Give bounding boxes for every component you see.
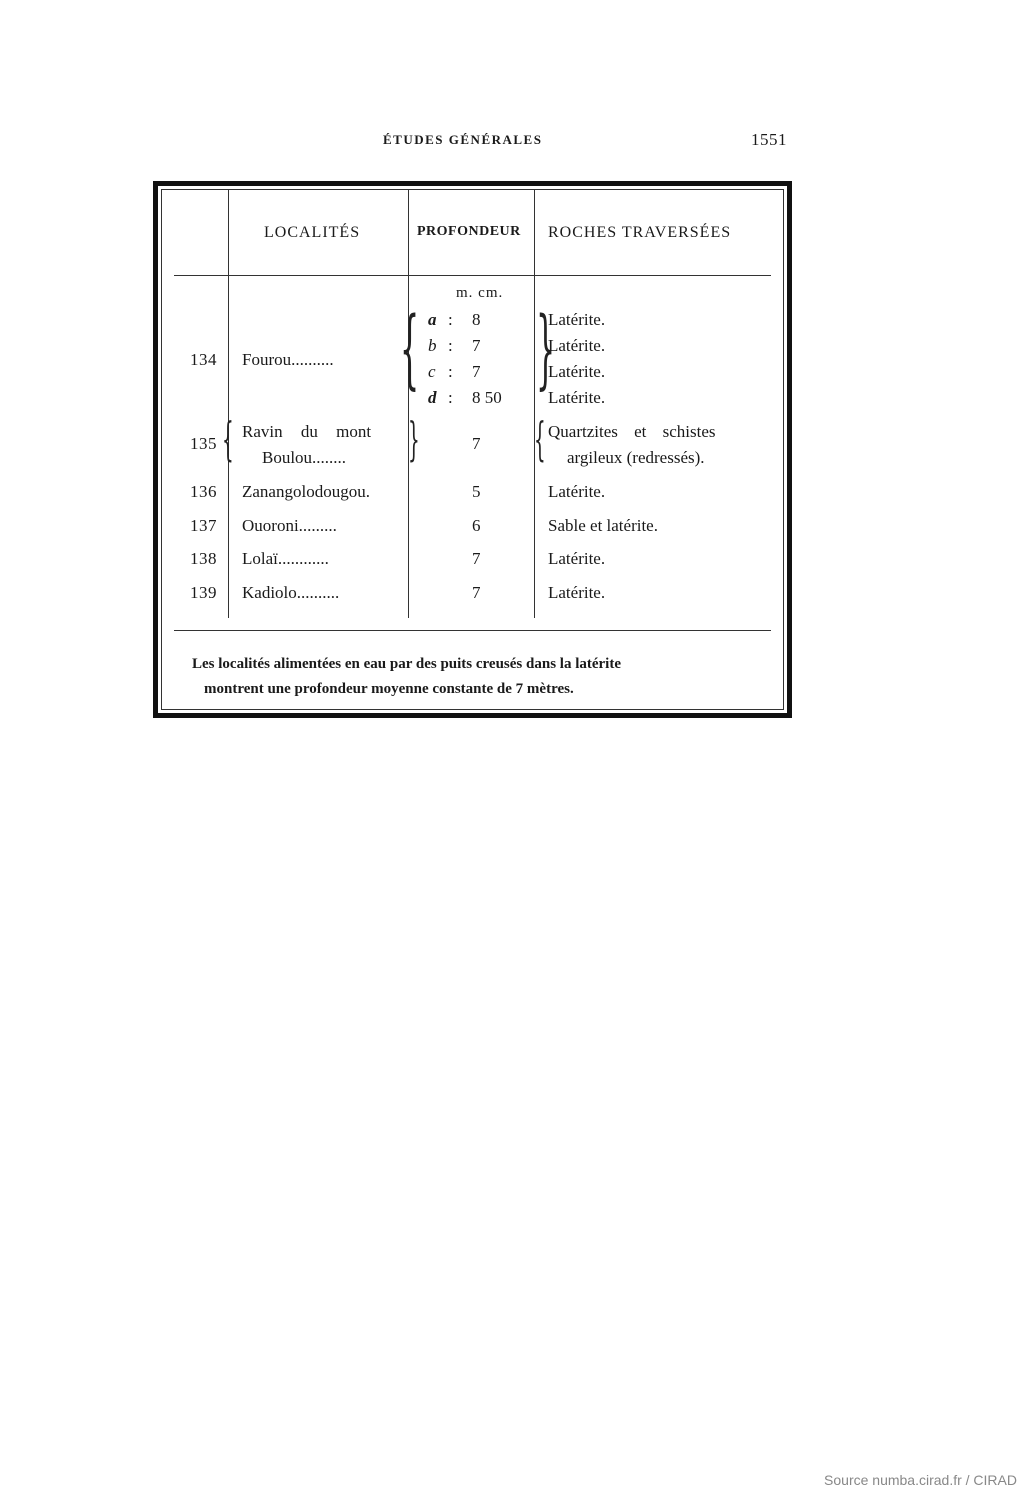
depth-units: m. cm. bbox=[456, 285, 504, 301]
depth-label: d bbox=[428, 388, 437, 407]
row-number: 136 bbox=[190, 482, 217, 501]
column-header-localites: LOCALITÉS bbox=[264, 224, 361, 241]
header-rule bbox=[174, 275, 771, 276]
row-number: 137 bbox=[190, 516, 217, 535]
col-divider-3 bbox=[534, 190, 535, 618]
row-number: 138 bbox=[190, 549, 217, 568]
locality-cell-line2: Boulou........ bbox=[262, 448, 347, 467]
row-number: 139 bbox=[190, 583, 217, 602]
depth-value: 8 50 bbox=[472, 388, 502, 407]
locality-cell: Kadiolo.......... bbox=[242, 583, 340, 602]
locality-cell: Ouoroni......... bbox=[242, 516, 337, 535]
locality-cell-line1: Ravin du mont bbox=[242, 422, 372, 441]
depth-cell: 7 bbox=[472, 434, 481, 453]
rock-cell: Latérite. bbox=[548, 482, 606, 501]
rock-cell: Latérite. bbox=[548, 336, 606, 355]
locality-cell: Fourou.......... bbox=[242, 350, 334, 369]
depth-label: a bbox=[428, 310, 437, 329]
rock-cell: Latérite. bbox=[548, 583, 606, 602]
right-brace-icon: } bbox=[536, 299, 556, 399]
rock-cell-line1: Quartzites et schistes bbox=[548, 422, 716, 441]
depth-cell: 7 bbox=[472, 583, 481, 602]
depth-label: b bbox=[428, 336, 437, 355]
depth-separator: : bbox=[448, 310, 453, 329]
depth-separator: : bbox=[448, 362, 453, 381]
column-header-roches: ROCHES TRAVERSÉES bbox=[548, 224, 732, 241]
rock-cell-line2: argileux (redressés). bbox=[567, 448, 705, 467]
locality-cell: Lolaï............ bbox=[242, 549, 329, 568]
col-divider-2 bbox=[408, 190, 409, 618]
running-title: ÉTUDES GÉNÉRALES bbox=[383, 132, 543, 147]
table-footnote bbox=[192, 652, 792, 702]
rock-cell: Latérite. bbox=[548, 388, 606, 407]
depth-cell: 7 bbox=[472, 549, 481, 568]
page-header bbox=[0, 130, 1023, 150]
wells-table-inner bbox=[161, 189, 784, 710]
row-number: 134 bbox=[190, 350, 217, 369]
depth-value: 7 bbox=[472, 362, 481, 381]
depth-label: c bbox=[428, 362, 436, 381]
wells-table bbox=[153, 181, 792, 718]
depth-value: 7 bbox=[472, 336, 481, 355]
depth-separator: : bbox=[448, 388, 453, 407]
page-number: 1551 bbox=[751, 130, 787, 149]
column-header-profondeur: PROFONDEUR bbox=[417, 224, 521, 239]
source-credit: Source numba.cirad.fr / CIRAD bbox=[824, 1472, 1017, 1488]
depth-value: 8 bbox=[472, 310, 481, 329]
right-brace-icon: } bbox=[408, 412, 420, 466]
row-number: 135 bbox=[190, 434, 217, 453]
col-divider-1 bbox=[228, 190, 229, 618]
left-brace-icon: { bbox=[222, 412, 234, 466]
rock-cell: Latérite. bbox=[548, 310, 606, 329]
depth-cell: 5 bbox=[472, 482, 481, 501]
rock-cell: Latérite. bbox=[548, 549, 606, 568]
footnote-line-2: montrent une profondeur moyenne constante de 7 mètres. bbox=[204, 681, 574, 697]
footnote-rule bbox=[174, 630, 771, 631]
left-brace-icon: { bbox=[534, 412, 546, 466]
left-brace-icon: { bbox=[400, 299, 420, 399]
footnote-line-1: Les localités alimentées en eau par des puits creusés dans la latérite bbox=[192, 656, 621, 672]
locality-cell: Zanangolodougou. bbox=[242, 482, 370, 501]
depth-separator: : bbox=[448, 336, 453, 355]
depth-cell: 6 bbox=[472, 516, 481, 535]
rock-cell: Sable et latérite. bbox=[548, 516, 658, 535]
rock-cell: Latérite. bbox=[548, 362, 606, 381]
